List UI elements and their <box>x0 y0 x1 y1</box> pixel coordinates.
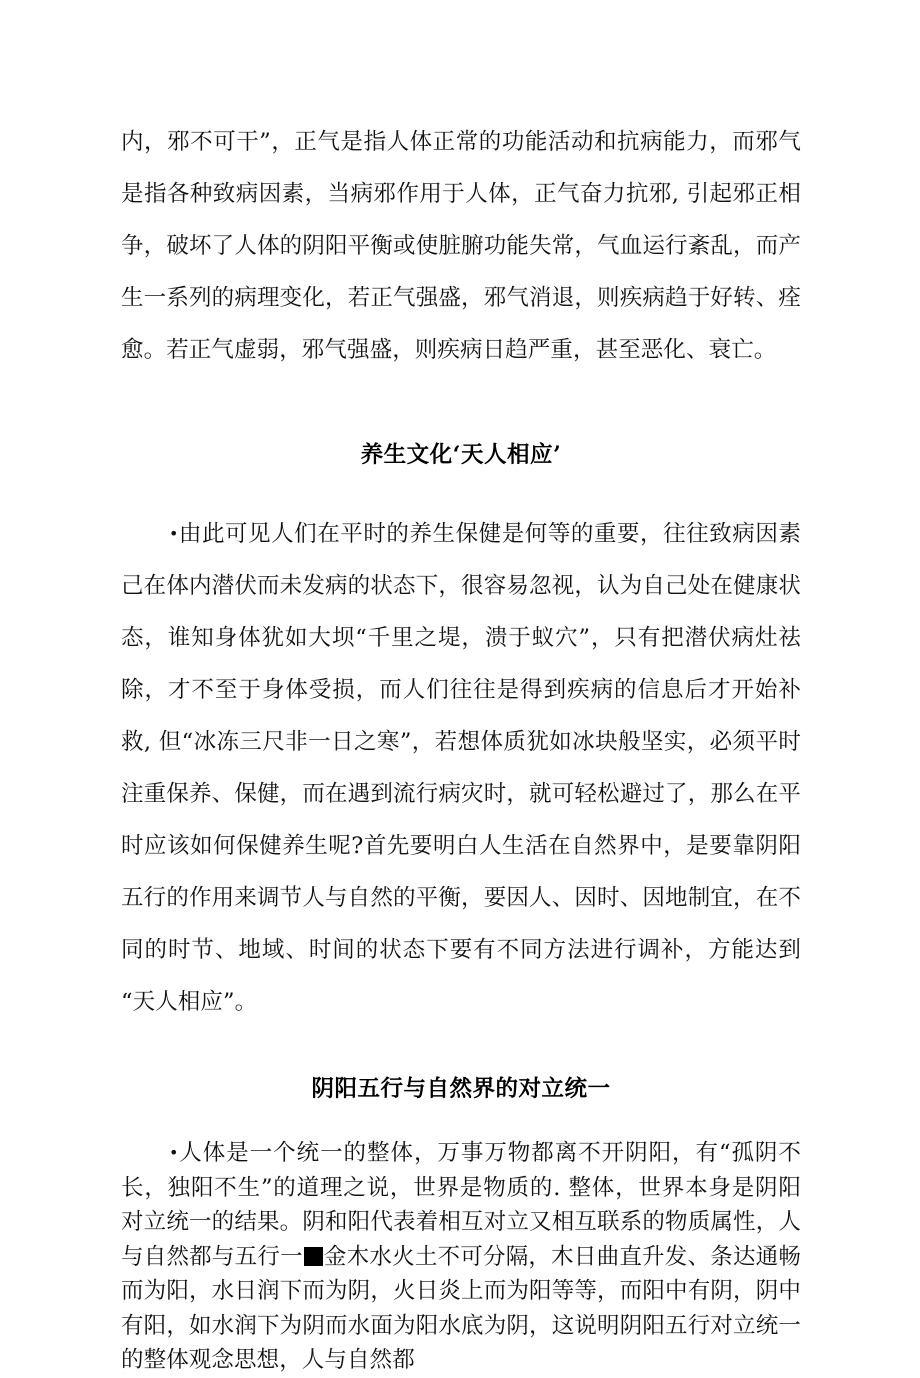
spacer-after-heading-2 <box>121 1106 801 1136</box>
spacer-after-heading-1 <box>121 472 801 508</box>
heading-yinyang-wuxing: 阴阳五行与自然界的对立统一 <box>311 1076 611 1102</box>
paragraph-zhengqi-xieqi: 内，邪不可干”，正气是指人体正常的功能活动和抗病能力，而邪气是指各种致病因素，当病邪作用于人体，正气奋力抗邪, 引起邪正相争，破坏了人体的阴阳平衡或使脏腑功能失常，气血运行紊乱，而产生一系列的病理变化，若正气强盛，邪气消退，则疾病趋于好转、痊愈。若正气虚弱，邪气强盛，则疾病日趋严重，甚至恶化、衰亡。 <box>121 129 801 363</box>
bullet-marker: • <box>169 1143 179 1162</box>
paragraph-renti-tongyi-zhengti <box>121 1136 801 1378</box>
bullet-marker: • <box>169 524 179 543</box>
paragraph-yangsheng-baojian-text: 由此可见人们在平时的养生保健是何等的重要，往往致病因素己在体内潜伏而未发病的状态下，很容易忽视，认为自己处在健康状态，谁知身体犹如大坝“千里之堤，溃于蚁穴”，只有把潜伏病灶祛除，才不至于身体受损，而人们往往是得到疾病的信息后才开始补救, 但“冰冻三尺非一日之寒”，若想体质犹如冰块般坚实，必须平时注重保养、保健，而在遇到流行病灾时，就可轻松避过了，那么在平时应该如何保健养生呢?首先要明白人生活在自然界中，是要靠阴阳五行的作用来调节人与自然的平衡，要因人、因时、因地制宜，在不同的时节、地域、时间的状态下要有不同方法进行调补，方能达到“天人相应”。 <box>121 521 801 1015</box>
missing-glyph-box-icon <box>304 1247 323 1266</box>
heading-yangsheng-wenhua: 养生文化‘天人相应’ <box>360 442 562 468</box>
paragraph-yangsheng-baojian <box>121 508 801 1028</box>
paragraph-renti-text-part-1: 人体是一个统一的整体，万事万物都离不开阴阳，有“孤阴不长，独阳不生”的道理之说，世界是物质的. 整体，世界本身是阴阳对立统一的结果。阴和阳代表着相互对立又相互联系的物质属性，人与自然都与五行一 <box>121 1140 801 1270</box>
document-text-column <box>121 0 801 1378</box>
paragraph-renti-text-part-2: 金木水火土不可分隔，木日曲直升发、条达通畅而为阳，水日润下而为阴，火日炎上而为阳等等，而阳中有阴，阴中有阳，如水润下为阴而水面为阳水底为阴，这说明阴阳五行对立统一的整体观念思想，人与自然都 <box>121 1243 801 1373</box>
